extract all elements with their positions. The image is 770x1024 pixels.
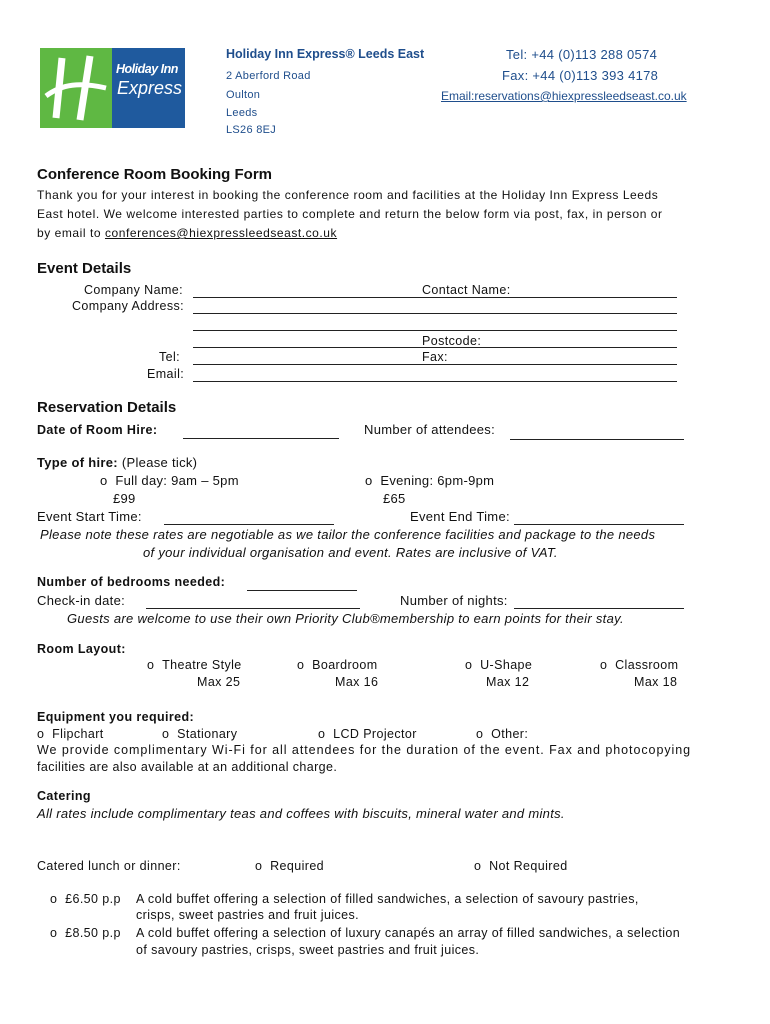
logo-line1: Holiday Inn [116,62,178,76]
not-required-checkbox[interactable]: o [474,859,482,873]
catering-option-1-checkbox[interactable]: o [50,892,58,906]
projector-label: LCD Projector [333,727,417,741]
company-address-field-2[interactable] [193,330,677,331]
layout-classroom-checkbox[interactable]: o [600,658,608,672]
catering-note: All rates include complimentary teas and coffees with biscuits, mineral water and mints. [37,806,565,821]
postcode-field[interactable] [193,347,677,348]
catering-option-2-desc-1: A cold buffet offering a selection of luxury canapés an array of filled sandwiches, a selection [136,926,681,940]
catering-option-1-desc-2: crisps, sweet pastries and fruit juices. [136,908,360,922]
layout-theatre-checkbox[interactable]: o [147,658,155,672]
end-time-label: Event End Time: [410,509,510,524]
other-label: Other: [491,727,529,741]
tel-label: Tel: [159,350,181,364]
full-day-label: Full day: 9am – 5pm [115,473,239,488]
conferences-email-link[interactable]: conferences@hiexpressleedseast.co.uk [104,226,338,240]
layout-boardroom-checkbox[interactable]: o [297,658,305,672]
address-line-1: 2 Aberford Road [226,70,311,82]
full-day-price: £99 [113,491,136,506]
layout-classroom-label: Classroom [615,658,679,672]
catering-option-1-desc-1: A cold buffet offering a selection of filled sandwiches, a selection of savoury pastries, [136,892,639,906]
full-day-checkbox[interactable]: o [100,473,108,488]
flipchart-checkbox[interactable]: o [37,727,45,741]
event-details-heading: Event Details [37,260,132,277]
equipment-projector-option[interactable] [318,727,417,741]
postcode-label: Postcode: [422,334,482,348]
nights-label: Number of nights: [400,593,508,608]
bedrooms-field[interactable] [247,590,357,591]
start-time-label: Event Start Time: [37,509,142,524]
equipment-other-option[interactable] [476,727,528,741]
required-checkbox[interactable]: o [255,859,263,873]
start-time-field[interactable] [164,524,334,525]
type-of-hire-label: Type of hire: [37,455,118,470]
room-layout-heading: Room Layout: [37,642,126,656]
full-day-option[interactable] [100,473,239,488]
hotel-email-link[interactable]: Email:reservations@hiexpressleedseast.co.uk [441,89,687,103]
layout-ushape-checkbox[interactable]: o [465,658,473,672]
company-name-label: Company Name: [84,283,183,297]
reservation-heading: Reservation Details [37,399,177,416]
required-label: Required [270,859,325,873]
evening-option[interactable] [365,473,494,488]
hotel-fax: Fax: +44 (0)113 393 4178 [502,68,659,83]
intro-line-2: East hotel. We welcome interested parties to complete and return the below form via post, fax, in person or [37,207,663,221]
contact-name-label: Contact Name: [422,283,511,297]
catering-option-2[interactable] [50,926,121,940]
email-field[interactable] [193,381,677,382]
fax-label: Fax: [422,350,448,364]
stationary-checkbox[interactable]: o [162,727,170,741]
attendees-field[interactable] [510,439,684,440]
attendees-label: Number of attendees: [364,422,496,437]
checkin-label: Check-in date: [37,593,126,608]
not-required-label: Not Required [489,859,568,873]
layout-theatre-label: Theatre Style [162,658,242,672]
equipment-flipchart-option[interactable] [37,727,104,741]
form-title: Conference Room Booking Form [37,166,273,183]
catering-option-1[interactable] [50,892,121,906]
catering-option-2-desc-2: of savoury pastries, crisps, sweet pastries and fruit juices. [136,943,480,957]
nights-field[interactable] [514,608,684,609]
catering-option-2-price: £8.50 p.p [65,926,121,940]
other-checkbox[interactable]: o [476,727,484,741]
address-line-2: Oulton [226,89,261,101]
stationary-label: Stationary [177,727,238,741]
wifi-note-2: facilities are also available at an additional charge. [37,760,338,774]
catering-option-1-price: £6.50 p.p [65,892,121,906]
checkin-field[interactable] [146,608,360,609]
layout-theatre-option[interactable] [147,658,242,672]
evening-checkbox[interactable]: o [365,473,373,488]
catering-option-2-checkbox[interactable]: o [50,926,58,940]
rates-note-1: Please note these rates are negotiable as we tailor the conference facilities and package to the needs [40,527,656,542]
layout-classroom-option[interactable] [600,658,678,672]
layout-theatre-max: Max 25 [197,675,241,689]
hotel-tel: Tel: +44 (0)113 288 0574 [506,47,658,62]
projector-checkbox[interactable]: o [318,727,326,741]
type-of-hire-note: (Please tick) [121,455,198,470]
email-label: Email: [147,367,185,381]
evening-price: £65 [383,491,406,506]
hotel-logo [40,48,185,128]
h-mark-icon [40,48,112,128]
bedrooms-label: Number of bedrooms needed: [37,575,226,589]
evening-label: Evening: 6pm-9pm [380,473,495,488]
catered-lunch-label: Catered lunch or dinner: [37,859,181,873]
intro-line-1: Thank you for your interest in booking the conference room and facilities at the Holiday Inn Express Leeds [37,188,659,202]
date-of-hire-label: Date of Room Hire: [37,423,158,437]
address-line-3: Leeds [226,107,258,119]
lunch-required-option[interactable] [255,859,324,873]
equipment-stationary-option[interactable] [162,727,237,741]
address-line-4: LS26 8EJ [226,124,277,136]
layout-boardroom-max: Max 16 [335,675,379,689]
priority-club-note: Guests are welcome to use their own Priority Club®membership to earn points for their stay. [67,611,624,626]
layout-boardroom-option[interactable] [297,658,378,672]
equipment-heading: Equipment you required: [37,710,195,724]
date-of-hire-field[interactable] [183,438,339,439]
hotel-name: Holiday Inn Express® Leeds East [226,47,425,61]
intro-line-3-prefix: by email to [37,226,105,240]
rates-note-2: of your individual organisation and event. Rates are inclusive of VAT. [143,545,558,560]
end-time-field[interactable] [514,524,684,525]
flipchart-label: Flipchart [52,727,104,741]
type-of-hire [37,455,197,470]
layout-ushape-option[interactable] [465,658,532,672]
layout-ushape-max: Max 12 [486,675,530,689]
company-address-field-1[interactable] [193,313,677,314]
company-contact-field[interactable] [193,297,677,298]
logo-line2: Express [117,78,183,98]
intro-line-3 [37,226,337,240]
layout-ushape-label: U-Shape [480,658,533,672]
layout-boardroom-label: Boardroom [312,658,378,672]
catering-heading: Catering [37,789,91,803]
company-address-label: Company Address: [72,299,185,313]
layout-classroom-max: Max 18 [634,675,678,689]
tel-fax-field[interactable] [193,364,677,365]
wifi-note-1: We provide complimentary Wi-Fi for all attendees for the duration of the event. Fax and photocopying [37,743,692,757]
lunch-not-required-option[interactable] [474,859,568,873]
